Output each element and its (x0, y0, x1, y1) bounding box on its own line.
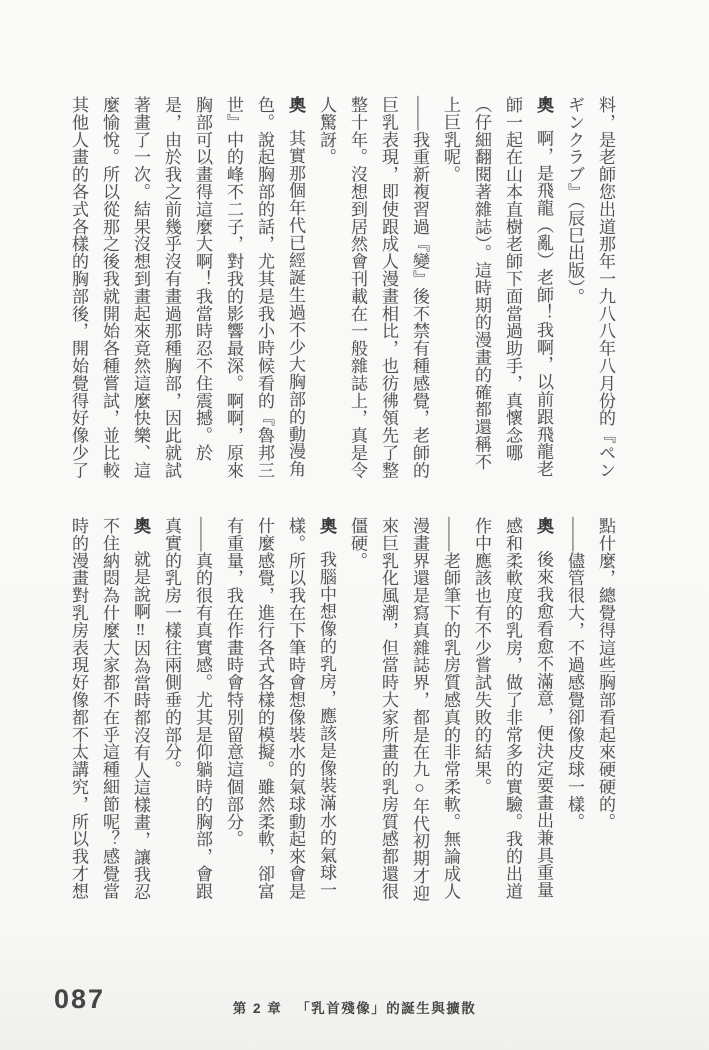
page-number: 087 (54, 984, 106, 1014)
text-column (504, 517, 521, 903)
speaker-label: 奧 (317, 517, 336, 535)
column-text: 僵硬。 (348, 517, 367, 570)
text-column (194, 517, 211, 903)
text-column (256, 96, 273, 482)
text-column (597, 96, 614, 482)
text-column (256, 517, 273, 903)
column-text: 是，由於我之前幾乎沒有畫過那種胸部，因此就試 (162, 96, 181, 479)
column-text: 色。說起胸部的話，尤其是我小時候看的『魯邦三 (255, 96, 274, 479)
text-column (132, 517, 149, 903)
text-column (566, 96, 583, 482)
text-column (535, 517, 552, 903)
speaker-label: 奧 (534, 96, 553, 114)
text-column (287, 96, 304, 482)
column-text: 點什麼，總覺得這些胸部看起來硬硬的。 (596, 517, 615, 831)
column-text: 上巨乳呢。 (441, 96, 460, 183)
text-column (411, 96, 428, 482)
text-column (70, 96, 87, 482)
column-text: （仔細翻閱著雜誌）。這時期的漫畫的確都還稱不 (472, 96, 491, 471)
column-text: 料，是老師您出道那年一九八八年八月份的『ペン (596, 96, 615, 479)
column-text: 後來我愈看愈不滿意，便決定要畫出兼具重量 (534, 550, 553, 899)
speaker-label: 奧 (286, 96, 305, 114)
column-text: 就是說啊‼因為當時都沒有人這樣畫，讓我忍 (131, 550, 150, 901)
text-column (442, 96, 459, 482)
speaker-label: 奧 (131, 517, 150, 535)
column-text: 我腦中想像的乳房，應該是像裝滿水的氣球一 (317, 550, 336, 899)
column-text: 樣。所以我在下筆時會想像裝水的氣球動起來會是 (286, 517, 305, 900)
column-text: 有重量，我在作畫時會特別留意這個部分。 (224, 517, 243, 848)
column-text: 整十年。沒想到居然會刊載在一般雜誌上，真是令 (348, 96, 367, 479)
column-text: 啊，是飛龍（亂）老師！我啊，以前跟飛龍老 (534, 129, 553, 478)
text-section-bottom (64, 517, 614, 903)
column-text: ギンクラブ』（辰巳出版）。 (565, 96, 584, 306)
text-column (566, 517, 583, 903)
text-column (287, 517, 304, 903)
text-column (225, 517, 242, 903)
column-text: ——儘管很大，不過感覺卻像皮球一樣。 (565, 517, 584, 831)
column-text: 世』中的峰不二子，對我的影響最深。啊啊，原來 (224, 96, 243, 479)
text-column (411, 517, 428, 903)
text-section-top (64, 96, 614, 482)
text-column (349, 96, 366, 482)
column-text: 真實的乳房一樣往兩側垂的部分。 (162, 517, 181, 778)
column-text: 巨乳表現，即使跟成人漫畫相比，也彷彿領先了整 (379, 96, 398, 479)
column-text: 師一起在山本直樹老師下面當過助手，真懷念哪 (503, 96, 522, 462)
text-column (380, 517, 397, 903)
text-column (318, 96, 335, 482)
text-column (132, 96, 149, 482)
column-text: 胸部可以畫得這麼大啊！我當時忍不住震撼。於 (193, 96, 212, 462)
column-text: 其他人畫的各式各樣的胸部後，開始覺得好像少了 (69, 96, 88, 479)
column-text: 感和柔軟度的乳房，做了非常多的實驗。我的出道 (503, 517, 522, 900)
column-text: 作中應該也有不少嘗試失敗的結果。 (472, 517, 491, 796)
chapter-label: 第 2 章 (232, 1001, 283, 1016)
text-column (442, 517, 459, 903)
text-column (194, 96, 211, 482)
column-text: ——我重新複習過『變』後不禁有種感覺，老師的 (410, 96, 429, 479)
text-column (70, 517, 87, 903)
column-text: ——真的很有真實感。尤其是仰躺時的胸部，會跟 (193, 517, 212, 900)
text-column (349, 517, 366, 903)
text-column (535, 96, 552, 482)
text-column (225, 96, 242, 482)
text-column (473, 517, 490, 903)
column-text: 不住納悶為什麼大家都不在乎這種細節呢？感覺當 (100, 517, 119, 900)
column-text: 其實那個年代已經誕生過不少大胸部的動漫角 (286, 129, 305, 478)
text-column (473, 96, 490, 482)
chapter-footer (0, 997, 709, 1017)
text-column (101, 517, 118, 903)
text-column (163, 96, 180, 482)
column-text: 人驚訝。 (317, 96, 336, 166)
text-column (380, 96, 397, 482)
column-text: 漫畫界還是寫真雜誌界，都是在九○年代初期才迎 (410, 517, 429, 902)
text-column (163, 517, 180, 903)
column-text: 著畫了一次。結果沒想到畫起來竟然這麼快樂、這 (131, 96, 150, 479)
column-text: 來巨乳化風潮，但當時大家所畫的乳房質感都還很 (379, 517, 398, 900)
column-text: 什麼感覺，進行各式各樣的模擬。雖然柔軟，卻富 (255, 517, 274, 900)
text-column (101, 96, 118, 482)
column-text: 時的漫畫對乳房表現好像都不太講究，所以我才想 (69, 517, 88, 900)
column-text: 麼愉悅。所以從那之後我就開始各種嘗試，並比較 (100, 96, 119, 479)
column-text: ——老師筆下的乳房質感真的非常柔軟。無論成人 (441, 517, 460, 900)
chapter-title: 「乳首殘像」的誕生與擴散 (296, 1001, 477, 1016)
text-column (504, 96, 521, 482)
speaker-label: 奧 (534, 517, 553, 535)
text-column (597, 517, 614, 903)
text-column (318, 517, 335, 903)
